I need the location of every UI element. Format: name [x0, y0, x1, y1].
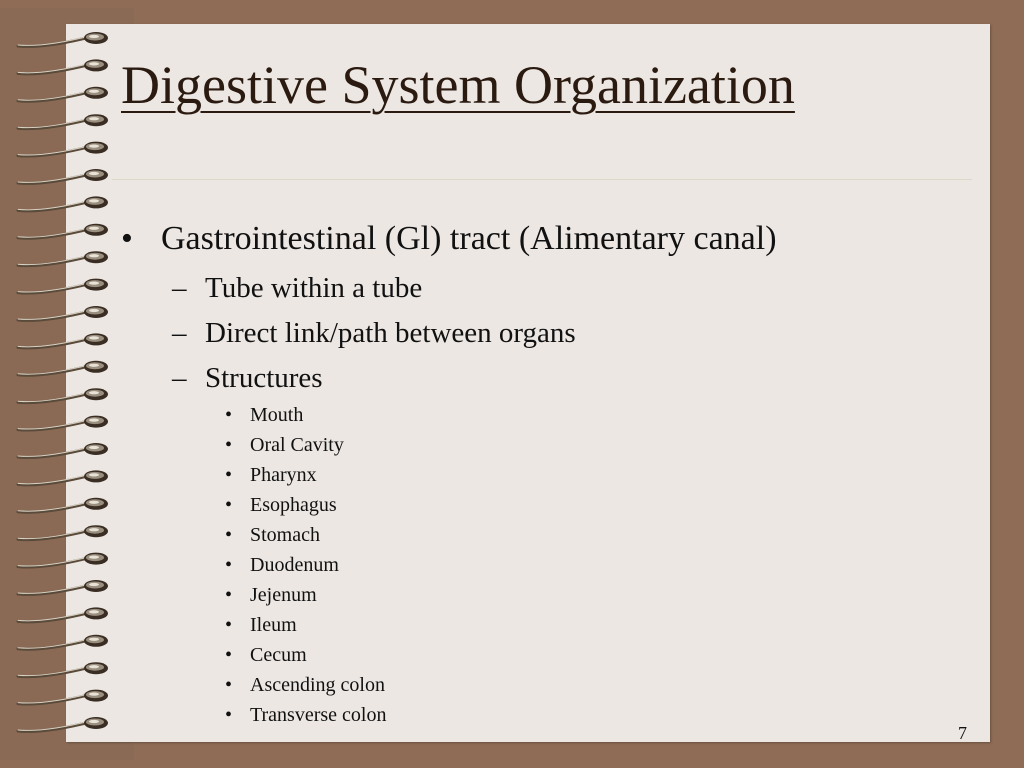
- sub-item: [172, 362, 323, 395]
- sub-item-text: Tube within a tube: [205, 272, 423, 304]
- page-number: 7: [958, 723, 967, 743]
- structure-item: [225, 644, 307, 667]
- structure-item: [225, 434, 344, 457]
- structure-text: Ascending colon: [250, 674, 385, 696]
- structure-text: Cecum: [250, 644, 307, 666]
- bullet-dot-icon: •: [121, 220, 133, 257]
- structure-item: [225, 614, 297, 637]
- sub-item-text: Structures: [205, 362, 323, 394]
- structure-item: [225, 554, 339, 577]
- bullet-dot-icon: •: [225, 614, 233, 636]
- structure-item: [225, 404, 303, 427]
- structure-text: Duodenum: [250, 554, 339, 576]
- structure-item: [225, 524, 320, 547]
- structure-item: [225, 674, 385, 697]
- page-title: Digestive System Organization: [121, 55, 795, 115]
- sub-item-text: Direct link/path between organs: [205, 317, 576, 349]
- structure-item: [225, 494, 337, 517]
- bullet-dot-icon: •: [225, 644, 233, 666]
- dash-icon: –: [172, 317, 187, 349]
- structure-text: Ileum: [250, 614, 297, 636]
- bullet-dot-icon: •: [225, 554, 233, 576]
- structure-text: Oral Cavity: [250, 434, 344, 456]
- bullet-dot-icon: •: [225, 464, 233, 486]
- bullet-dot-icon: •: [225, 704, 233, 726]
- structure-text: Transverse colon: [250, 704, 387, 726]
- structure-text: Stomach: [250, 524, 320, 546]
- sub-item: [172, 272, 422, 305]
- bullet-dot-icon: •: [225, 434, 233, 456]
- structure-item: [225, 464, 317, 487]
- bullet-dot-icon: •: [225, 404, 233, 426]
- bullet-dot-icon: •: [225, 524, 233, 546]
- structure-item: [225, 584, 317, 607]
- dash-icon: –: [172, 362, 187, 394]
- structure-text: Pharynx: [250, 464, 317, 486]
- structure-text: Mouth: [250, 404, 304, 426]
- structure-text: Esophagus: [250, 494, 337, 516]
- bullet-main-text: Gastrointestinal (Gl) tract (Alimentary canal): [161, 220, 777, 257]
- structure-item: [225, 704, 386, 727]
- bullet-dot-icon: •: [225, 674, 233, 696]
- dash-icon: –: [172, 272, 187, 304]
- bullet-main: [121, 220, 777, 258]
- structure-text: Jejenum: [250, 584, 317, 606]
- bullet-dot-icon: •: [225, 494, 233, 516]
- sub-item: [172, 317, 576, 350]
- bullet-dot-icon: •: [225, 584, 233, 606]
